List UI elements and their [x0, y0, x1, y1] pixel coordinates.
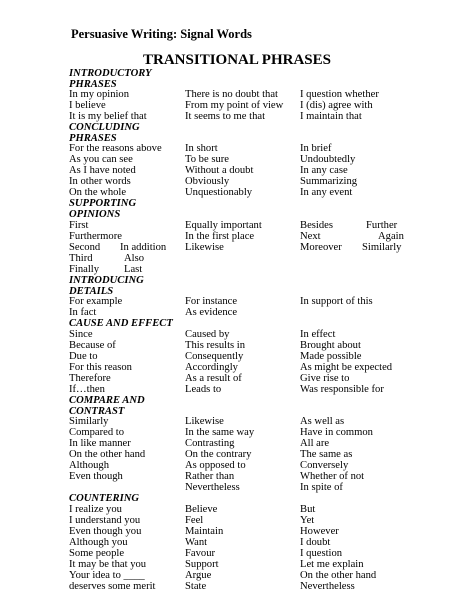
phrase: Made possible — [300, 351, 362, 362]
section-heading-line: INTRODUCING — [69, 275, 144, 286]
phrase: Equally important — [185, 220, 262, 231]
phrase: I question — [300, 548, 343, 559]
phrase: I maintain that — [300, 111, 362, 122]
phrase: This results in — [185, 340, 246, 351]
phrase: From my point of view — [185, 100, 284, 111]
phrase: Give rise to — [300, 373, 350, 384]
phrase: For example — [69, 296, 123, 307]
phrase: As well as — [300, 416, 345, 427]
phrase: It seems to me that — [185, 111, 266, 122]
phrase: I understand you — [69, 515, 141, 526]
section-heading-cause-effect — [69, 318, 173, 329]
phrase: In fact — [69, 307, 97, 318]
phrase: Without a doubt — [185, 165, 254, 176]
phrase: On the whole — [69, 187, 127, 198]
phrase: Consequently — [185, 351, 244, 362]
phrase: But — [300, 504, 316, 515]
phrase: In other words — [69, 176, 131, 187]
phrase: As a result of — [185, 373, 242, 384]
phrase: Nevertheless — [185, 482, 240, 493]
phrase: In addition — [120, 242, 167, 253]
phrase: Your idea to ____ — [69, 570, 145, 581]
phrase: I question whether — [300, 89, 379, 100]
phrase: Rather than — [185, 471, 235, 482]
section-heading-countering — [69, 493, 139, 504]
section-heading-line: PHRASES — [69, 79, 117, 90]
phrase: On the other hand — [300, 570, 377, 581]
phrase: The same as — [300, 449, 353, 460]
phrase: Summarizing — [300, 176, 358, 187]
phrase: Leads to — [185, 384, 222, 395]
phrase: First — [69, 220, 89, 231]
phrase: State — [185, 581, 207, 592]
phrase: It is my belief that — [69, 111, 147, 122]
phrase: To be sure — [185, 154, 229, 165]
phrase: In my opinion — [69, 89, 130, 100]
phrase: Second — [69, 242, 101, 253]
section-heading-line: SUPPORTING — [69, 198, 137, 209]
phrase: There is no doubt that — [185, 89, 278, 100]
phrase: On the other hand — [69, 449, 146, 460]
phrase: Contrasting — [185, 438, 235, 449]
phrase: Compared to — [69, 427, 125, 438]
section-heading-line: COMPARE AND — [69, 395, 145, 406]
phrase: Conversely — [300, 460, 349, 471]
document-title: Persuasive Writing: Signal Words — [71, 27, 252, 41]
phrase: Third — [69, 253, 93, 264]
phrase: Believe — [185, 504, 218, 515]
phrase: deserves some merit — [69, 581, 156, 592]
phrase: For this reason — [69, 362, 132, 373]
phrase: Further — [366, 220, 398, 231]
phrase: Feel — [185, 515, 204, 526]
phrase: In support of this — [300, 296, 373, 307]
phrase: Yet — [300, 515, 315, 526]
phrase: Likewise — [185, 242, 224, 253]
phrase: Last — [124, 264, 143, 275]
phrase: Therefore — [69, 373, 111, 384]
phrase: In effect — [300, 329, 336, 340]
section-heading-concluding — [69, 122, 140, 144]
phrase: As might be expected — [300, 362, 393, 373]
phrase: Similarly — [362, 242, 402, 253]
phrase: In spite of — [300, 482, 343, 493]
phrase: As you can see — [69, 154, 133, 165]
phrase: Undoubtedly — [300, 154, 356, 165]
main-title: TRANSITIONAL PHRASES — [143, 52, 331, 68]
phrase: Accordingly — [185, 362, 238, 373]
section-heading-line: INTRODUCTORY — [69, 68, 152, 79]
phrase: Argue — [185, 570, 212, 581]
phrase: In any case — [300, 165, 348, 176]
phrase: I (dis) agree with — [300, 100, 373, 111]
section-heading-introducing — [69, 275, 144, 297]
phrase: In short — [185, 143, 218, 154]
phrase: Whether of not — [300, 471, 365, 482]
phrase: Since — [69, 329, 93, 340]
phrase: Again — [378, 231, 404, 242]
phrase: Let me explain — [300, 559, 364, 570]
phrase: Was responsible for — [300, 384, 384, 395]
phrase: Maintain — [185, 526, 224, 537]
phrase: As evidence — [185, 307, 238, 318]
phrase: Although you — [69, 537, 128, 548]
phrase: However — [300, 526, 339, 537]
phrase: In like manner — [69, 438, 131, 449]
phrase: Because of — [69, 340, 116, 351]
phrase: As opposed to — [185, 460, 246, 471]
phrase: I believe — [69, 100, 106, 111]
phrase: For instance — [185, 296, 238, 307]
phrase: For the reasons above — [69, 143, 162, 154]
section-heading-compare-contrast — [69, 395, 145, 417]
phrase: Due to — [69, 351, 98, 362]
phrase: Similarly — [69, 416, 109, 427]
section-heading-line: OPINIONS — [69, 209, 121, 220]
phrase: If…then — [69, 384, 105, 395]
phrase: Some people — [69, 548, 125, 559]
section-heading-line: DETAILS — [69, 286, 114, 297]
phrase: Likewise — [185, 416, 224, 427]
phrase: Nevertheless — [300, 581, 355, 592]
section-heading-line: PHRASES — [69, 133, 117, 144]
phrase: Next — [300, 231, 321, 242]
phrase: I realize you — [69, 504, 122, 515]
phrase: Furthermore — [69, 231, 122, 242]
phrase: Obviously — [185, 176, 230, 187]
phrase: Although — [69, 460, 110, 471]
phrase: In brief — [300, 143, 332, 154]
phrase: Support — [185, 559, 219, 570]
section-heading-supporting — [69, 198, 136, 220]
phrase: Brought about — [300, 340, 361, 351]
phrase: As I have noted — [69, 165, 136, 176]
phrase: Even though — [69, 471, 123, 482]
phrase: I doubt — [300, 537, 331, 548]
phrase: Finally — [69, 264, 100, 275]
section-heading-line: CONTRAST — [69, 406, 125, 417]
section-heading-line: CAUSE AND EFFECT — [69, 318, 173, 329]
phrase: In the same way — [185, 427, 255, 438]
phrase: It may be that you — [69, 559, 147, 570]
phrase: Also — [124, 253, 145, 264]
section-heading-line: COUNTERING — [69, 493, 140, 504]
phrase: Unquestionably — [185, 187, 253, 198]
phrase: In any event — [300, 187, 353, 198]
phrase: Favour — [185, 548, 216, 559]
section-heading-introductory — [69, 68, 152, 90]
section-heading-line: CONCLUDING — [69, 122, 140, 133]
phrase: On the contrary — [185, 449, 252, 460]
phrase: Have in common — [300, 427, 373, 438]
phrase: Want — [185, 537, 208, 548]
phrase: Moreover — [300, 242, 342, 253]
phrase: Even though you — [69, 526, 142, 537]
phrase: Besides — [300, 220, 333, 231]
phrase: Caused by — [185, 329, 230, 340]
phrase: All are — [300, 438, 330, 449]
phrase: In the first place — [185, 231, 255, 242]
